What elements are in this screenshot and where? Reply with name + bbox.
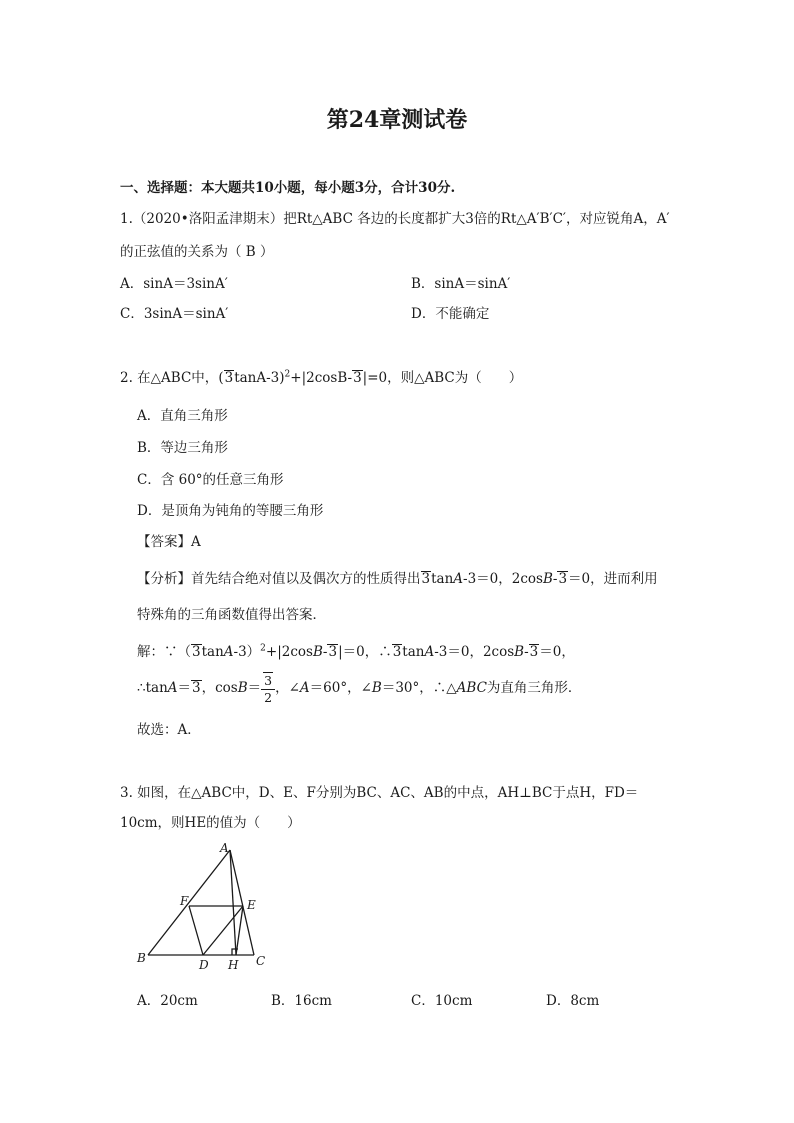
q2-condition-formula: $(3\tan A-3)^2+|2\cos B-3|=0$ xyxy=(218,369,388,386)
q1-option-d: D．不能确定 xyxy=(411,306,490,322)
q1-option-a: A．sinA＝3sinA′ xyxy=(120,276,228,292)
q2-solution-line2: ∴tanA＝3，cosB＝ $\frac{3}{2}$ ，∠A＝60°，∠B＝30°，∴△ABC为直角三角形． xyxy=(137,673,582,705)
segment-fd xyxy=(189,906,203,955)
q3-option-b: B．16cm xyxy=(271,993,332,1009)
q2-answer: 【答案】A xyxy=(137,534,201,550)
label-d: D xyxy=(199,958,209,972)
label-a: A xyxy=(220,841,229,855)
q3-stem-line2: 10cm，则HE的值为（ ） xyxy=(120,815,301,831)
q2-stem-prefix: 2. 在△ABC中， xyxy=(120,370,219,386)
label-f: F xyxy=(180,894,189,908)
triangle-figure xyxy=(132,838,282,978)
section-heading: 一、选择题：本大题共10小题，每小题3分，合计30分. xyxy=(120,180,456,196)
segment-ab xyxy=(148,850,230,955)
q2-analysis-line1: 【分析】首先结合绝对值以及偶次方的性质得出3tanA-3＝0，2cosB-3＝0，进而利用 xyxy=(137,571,658,587)
q2-option-a: A．直角三角形 xyxy=(137,408,228,424)
q1-option-c: C．3sinA＝sinA′ xyxy=(120,306,229,322)
q3-stem-line1: 3. 如图，在△ABC中，D、E、F分别为BC、AC、AB的中点，AH⊥BC于点H，FD＝ xyxy=(120,785,639,801)
fraction-root3-over-2: $\frac{3}{2}$ xyxy=(261,672,275,705)
label-c: C xyxy=(256,954,266,968)
q1-option-b: B．sinA＝sinA′ xyxy=(411,276,511,292)
label-b: B xyxy=(137,951,146,965)
q2-solution-line1: 解：$\because(3\tan A-3)^2+|2\cos B-3|=0$，∴3tanA-3＝0，2cosB-3＝0， xyxy=(137,643,575,660)
q3-option-d: D．8cm xyxy=(546,993,600,1009)
label-h: H xyxy=(228,958,239,972)
q2-option-d: D．是顶角为钝角的等腰三角形 xyxy=(137,503,324,519)
q2-stem-suffix: ，则△ABC为（ ） xyxy=(387,370,523,386)
q2-conclusion: 故选：A． xyxy=(137,722,201,738)
q3-option-a: A．20cm xyxy=(137,993,198,1009)
page-title: 第24章测试卷 xyxy=(326,107,468,133)
q2-option-b: B．等边三角形 xyxy=(137,440,228,456)
q2-option-c: C．含 60°的任意三角形 xyxy=(137,472,284,488)
label-e: E xyxy=(247,898,256,912)
q2-stem xyxy=(120,366,522,386)
q1-stem-line1: 1.（2020•洛阳孟津期末）把Rt△ABC 各边的长度都扩大3倍的Rt△A′B′C′，对应锐角A，A′ xyxy=(120,211,670,227)
q3-option-c: C．10cm xyxy=(411,993,473,1009)
q2-analysis-line2: 特殊角的三角函数值得出答案． xyxy=(137,607,326,623)
q1-stem-line2: 的正弦值的关系为（ B ） xyxy=(120,244,274,260)
